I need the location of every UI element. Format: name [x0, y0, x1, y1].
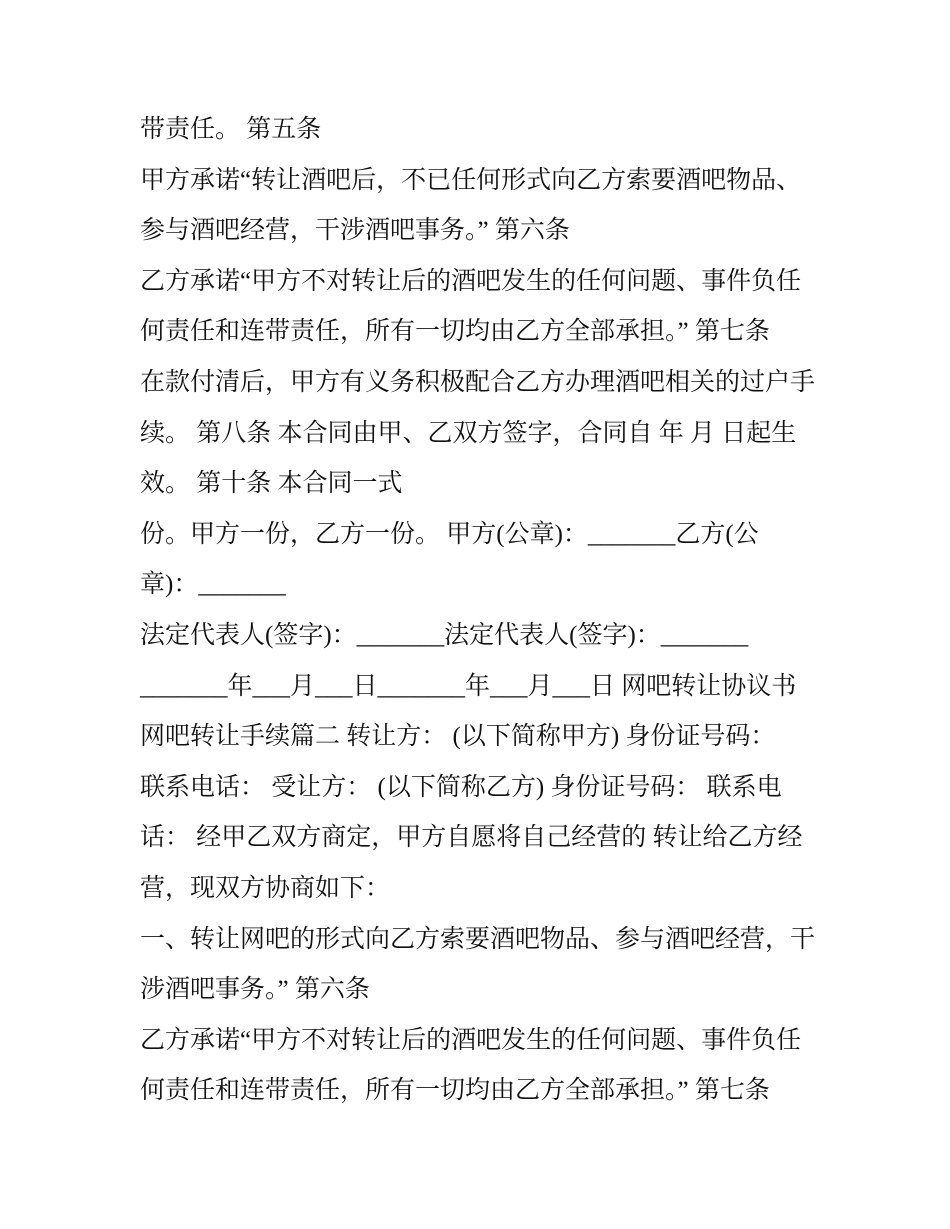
- text-line: 话： 经甲乙双方商定，甲方自愿将自己经营的 转让给乙方经: [140, 824, 803, 851]
- text-line: 乙方承诺“甲方不对转让后的酒吧发生的任何问题、事件负任: [140, 1027, 802, 1054]
- text-line: 一、转让网吧的形式向乙方索要酒吧物品、参与酒吧经营，干: [140, 926, 816, 953]
- text-line: 法定代表人(签字)：_______法定代表人(签字)：_______: [140, 622, 749, 649]
- text-line: 涉酒吧事务。” 第六条: [140, 976, 370, 1003]
- text-line: 乙方承诺“甲方不对转让后的酒吧发生的任何问题、事件负任: [140, 268, 802, 295]
- text-line: _______年___月___日_______年___月___日 网吧转让协议书: [140, 673, 797, 700]
- text-line: 营，现双方协商如下：: [140, 875, 391, 902]
- text-line: 份。甲方一份，乙方一份。 甲方(公章)：_______乙方(公: [140, 521, 759, 548]
- text-line: 效。 第十条 本合同一式: [140, 470, 403, 497]
- text-line: 续。 第八条 本合同由甲、乙双方签字，合同自 年 月 日起生: [140, 420, 797, 447]
- text-line: 参与酒吧经营，干涉酒吧事务。” 第六条: [140, 217, 570, 244]
- text-line: 何责任和连带责任，所有一切均由乙方全部承担。” 第七条: [140, 1077, 770, 1104]
- text-line: 甲方承诺“转让酒吧后，不已任何形式向乙方索要酒吧物品、: [140, 167, 802, 194]
- text-line: 带责任。 第五条: [140, 116, 322, 143]
- text-line: 何责任和连带责任，所有一切均由乙方全部承担。” 第七条: [140, 318, 770, 345]
- text-line: 联系电话： 受让方： (以下简称乙方) 身份证号码： 联系电: [140, 774, 782, 801]
- text-line: 在款付清后，甲方有义务积极配合乙方办理酒吧相关的过户手: [140, 369, 816, 396]
- text-line: 章)：_______: [140, 571, 286, 598]
- text-line: 网吧转让手续篇二 转让方： (以下简称甲方) 身份证号码：: [140, 723, 776, 750]
